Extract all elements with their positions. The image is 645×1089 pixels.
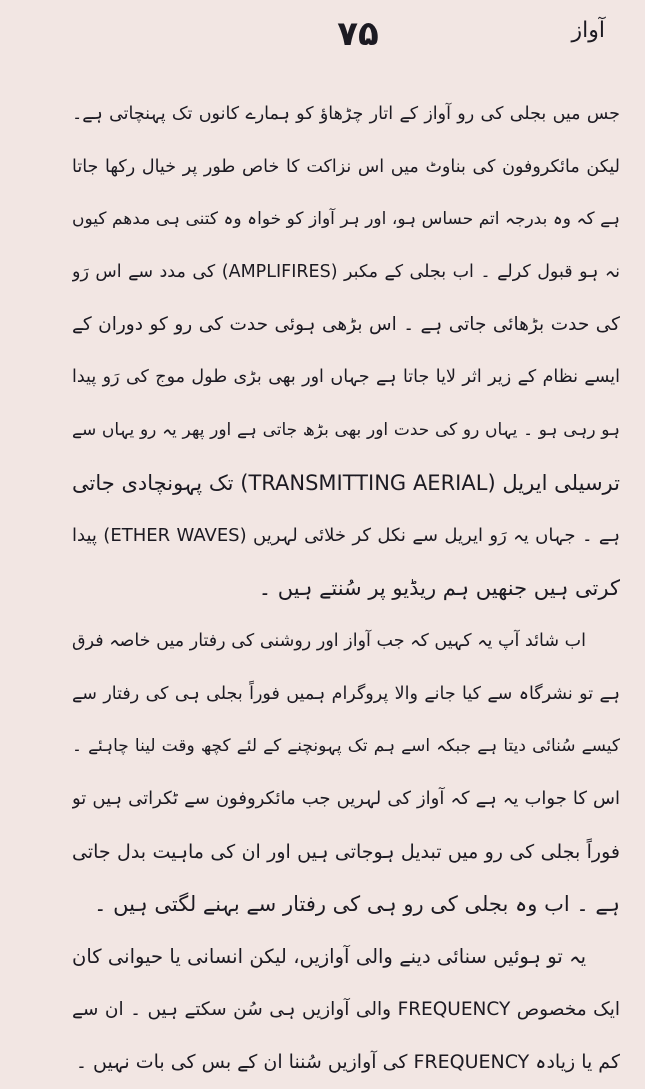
text-line: نہ ہو قبول کرلے ۔ اب بجلی کے مکبر (AMPLIFIRES) کی مدد سے اس رَو	[72, 262, 620, 283]
running-title: آواز	[571, 18, 605, 43]
text-line: ہے کہ وہ بدرجہ اتم حساس ہو، اور ہر آواز کو خواہ وہ کتنی ہی مدھم کیوں	[72, 209, 620, 230]
text-line: جس میں بجلی کی رو آواز کے اتار چڑھاؤ کو ہمارے کانوں تک پہنچاتی ہے۔	[72, 104, 620, 124]
text-line: ایسے نظام کے زیر اثر لایا جاتا ہے جہاں اور بھی بڑی طول موج کی رَو پیدا	[72, 367, 620, 388]
text-line: کیسے سُنائی دیتا ہے جبکہ اسے ہم تک پہونچنے کے لئے کچھ وقت لینا چاہئے ۔	[72, 736, 620, 757]
text-line: اس کا جواب یہ ہے کہ آواز کی لہریں جب مائکروفون سے ٹکراتی ہیں تو	[72, 787, 620, 809]
text-line: ترسیلی ایریل (TRANSMITTING AERIAL) تک پہونچادی جاتی	[72, 470, 620, 495]
text-line: یہ تو ہوئیں سنائی دینے والی آوازیں، لیکن انسانی یا حیوانی کان	[72, 945, 586, 968]
text-line: اب شائد آپ یہ کہیں کہ جب آواز اور روشنی کی رفتار میں خاصہ فرق	[72, 630, 586, 651]
text-line: ہے ۔ اب وہ بجلی کی رو ہی کی رفتار سے بہنے لگتی ہیں ۔	[94, 892, 620, 917]
body-text	[72, 88, 620, 1089]
text-line: لیکن مائکروفون کی بناوٹ میں اس نزاکت کا خاص طور پر خیال رکھا جاتا	[72, 156, 620, 177]
text-line: کم یا زیادہ FREQUENCY کی آوازیں سُننا ان کے بس کی بات نہیں ۔	[75, 1051, 620, 1074]
page-header	[0, 14, 645, 58]
page-number: ۷۵	[337, 14, 379, 54]
text-line: ایک مخصوص FREQUENCY والی آوازیں ہی سُن سکتے ہیں ۔ ان سے	[72, 998, 620, 1020]
text-line: کی حدت بڑھائی جاتی ہے ۔ اس بڑھی ہوئی حدت کی رو کو دوران کے	[72, 313, 620, 335]
text-line: ہے ۔ جہاں یہ رَو ایریل سے نکل کر خلائی لہریں (ETHER WAVES) پیدا	[72, 524, 620, 546]
text-line: ہے تو نشرگاہ سے کیا جانے والا پروگرام ہمیں فوراً بجلی ہی کی رفتار سے	[72, 683, 620, 704]
text-line: فوراً بجلی کی رو میں تبدیل ہوجاتی ہیں اور ان کی ماہیت بدل جاتی	[72, 840, 620, 863]
text-line: ہو رہی ہو ۔ یہاں رو کی حدت اور بھی بڑھ جاتی ہے اور پھر یہ رو یہاں سے	[72, 420, 620, 441]
text-line: کرتی ہیں جنھیں ہم ریڈیو پر سُنتے ہیں ۔	[258, 576, 620, 601]
